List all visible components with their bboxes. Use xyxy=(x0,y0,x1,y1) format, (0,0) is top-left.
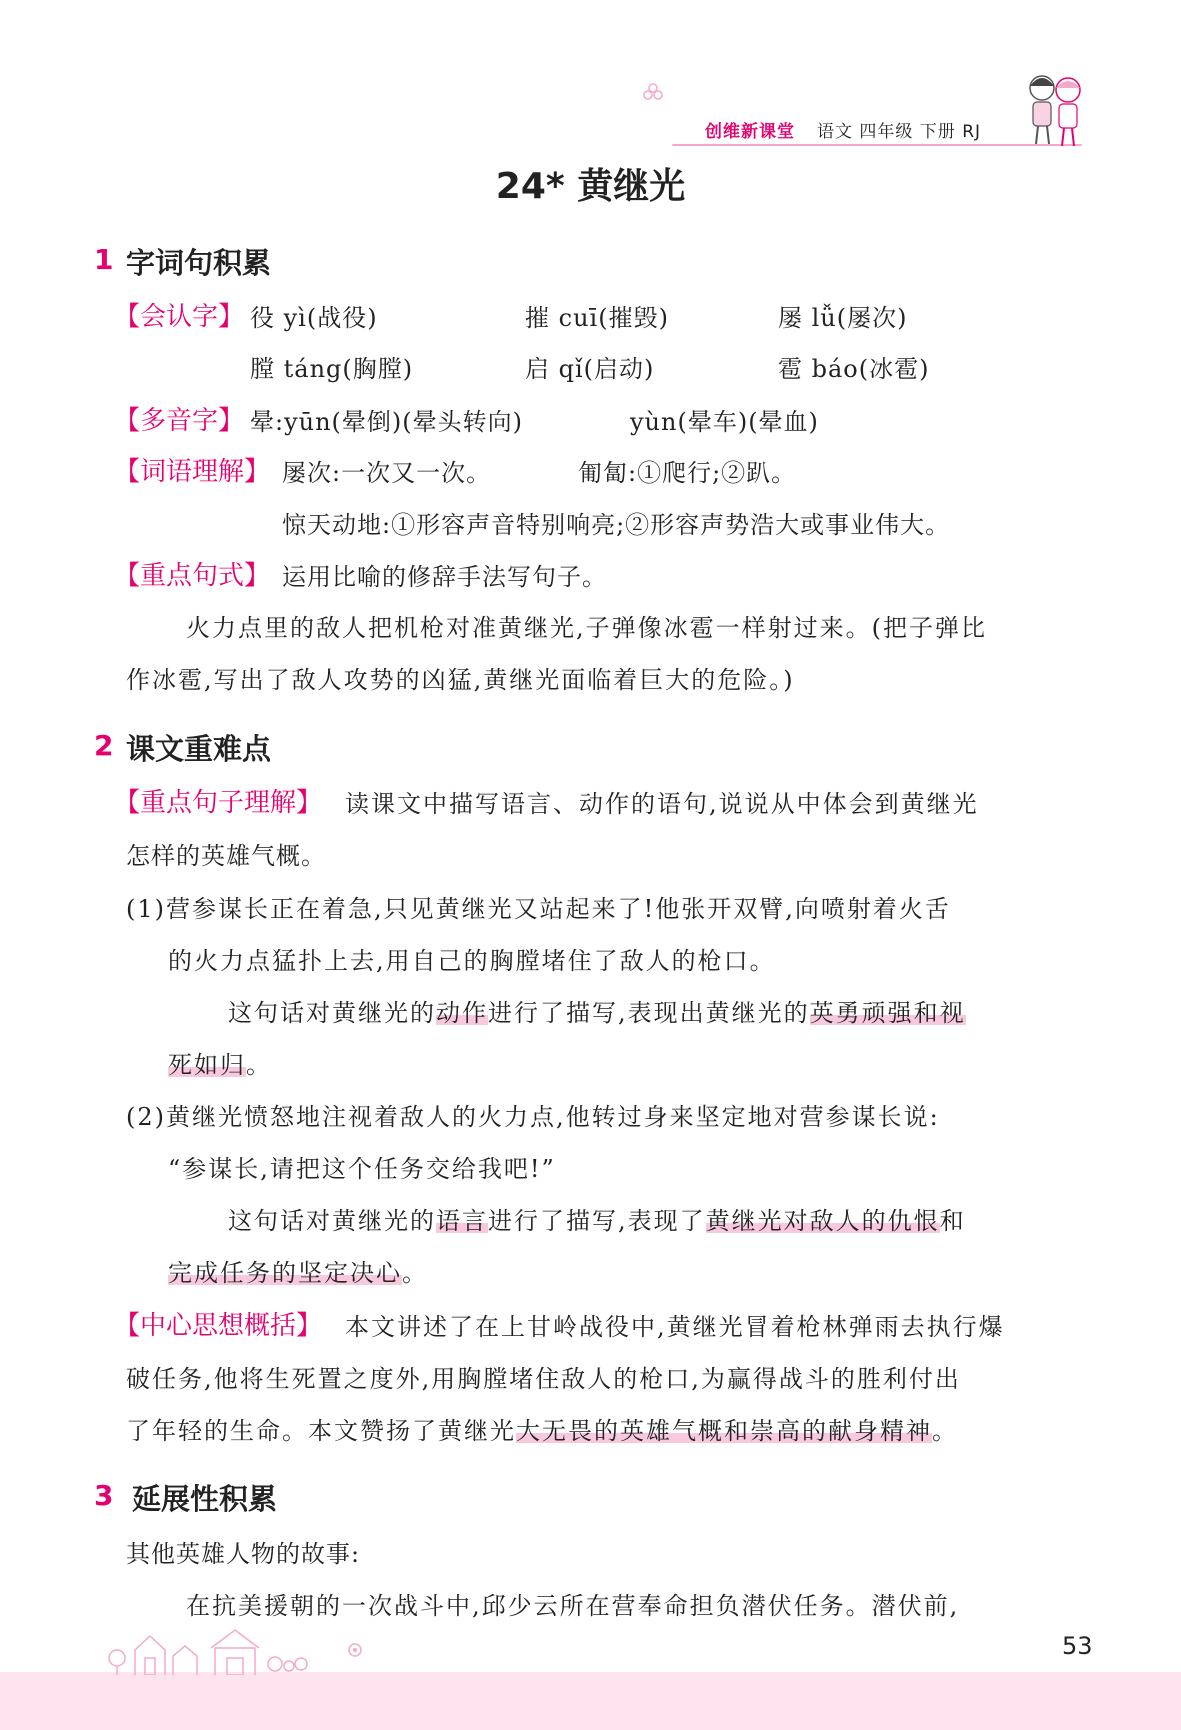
answer-text: 这句话对黄继光的动作进行了描写,表现出黄继光的英勇顽强和视 xyxy=(228,999,966,1027)
answer-highlight: 英勇顽强和视 xyxy=(809,999,966,1027)
flower-decoration-icon xyxy=(642,82,664,104)
answer-highlight: 语言 xyxy=(436,1207,488,1235)
lesson-title: 24* 黄继光 xyxy=(495,166,686,207)
theme-text: 破任务,他将生死置之度外,用胸膛堵住敌人的枪口,为赢得战斗的胜利付出 xyxy=(126,1365,961,1393)
theme-tag: 【中心思想概括】 xyxy=(114,1311,323,1341)
section-number: 2 xyxy=(94,729,114,762)
key-sentence-intro: 读课文中描写语言、动作的语句,说说从中体会到黄继光 xyxy=(345,790,979,818)
question-text: “参谋长,请把这个任务交给我吧!” xyxy=(168,1155,556,1183)
header-brand: 创维新课堂 xyxy=(705,122,795,142)
key-sentence-tag: 【重点句子理解】 xyxy=(114,788,323,818)
page-number: 53 xyxy=(1062,1632,1093,1660)
polyphone-text: 晕:yūn(晕倒)(晕头转向) xyxy=(250,408,524,436)
extension-intro: 其他英雄人物的故事: xyxy=(126,1540,361,1568)
recognize-item: 屡 lǚ(屡次) xyxy=(778,304,908,332)
answer-text: 死如归。 xyxy=(168,1051,272,1079)
answer-highlight: 完成任务的坚定决心 xyxy=(168,1259,402,1287)
sentence-example: 作冰雹,写出了敌人攻势的凶猛,黄继光面临着巨大的危险。) xyxy=(126,666,795,694)
theme-text: 了年轻的生命。本文赞扬了黄继光大无畏的英雄气概和崇高的献身精神。 xyxy=(126,1417,958,1445)
town-decoration-icon xyxy=(105,1620,365,1675)
recognize-item: 启 qǐ(启动) xyxy=(525,355,655,383)
section-title: 延展性积累 xyxy=(132,1482,278,1516)
answer-highlight: 死如归 xyxy=(168,1051,246,1079)
question-text: (1)营参谋长正在着急,只见黄继光又站起来了!他张开双臂,向喷射着火舌 xyxy=(126,895,951,923)
answer-text: 完成任务的坚定决心。 xyxy=(168,1259,428,1287)
sentence-intro: 运用比喻的修辞手法写句子。 xyxy=(282,563,607,591)
answer-highlight: 大无畏的英雄气概和崇高的献身精神 xyxy=(516,1417,932,1445)
sentence-tag: 【重点句式】 xyxy=(114,561,271,591)
answer-highlight: 动作 xyxy=(436,999,488,1027)
words-tag: 【词语理解】 xyxy=(114,457,271,487)
recognize-item: 雹 báo(冰雹) xyxy=(778,355,930,383)
word-definition: 匍匐:①爬行;②趴。 xyxy=(578,459,797,487)
theme-text: 本文讲述了在上甘岭战役中,黄继光冒着枪林弹雨去执行爆 xyxy=(345,1313,1005,1341)
recognize-item: 摧 cuī(摧毁) xyxy=(525,304,669,332)
recognize-item: 膛 táng(胸膛) xyxy=(250,355,414,383)
story-text: 在抗美援朝的一次战斗中,邱少云所在营奉命担负潜伏任务。潜伏前, xyxy=(186,1592,960,1620)
answer-highlight: 黄继光对敌人的仇恨 xyxy=(705,1207,940,1235)
word-definition: 惊天动地:①形容声音特别响亮;②形容声势浩大或事业伟大。 xyxy=(282,511,951,539)
sentence-example: 火力点里的敌人把机枪对准黄继光,子弹像冰雹一样射过来。(把子弹比 xyxy=(186,614,987,642)
header-book-info: 语文 四年级 下册 RJ xyxy=(817,122,982,142)
kids-mascot-icon xyxy=(1020,70,1090,150)
section-number: 3 xyxy=(94,1479,114,1512)
question-text: 的火力点猛扑上去,用自己的胸膛堵住了敌人的枪口。 xyxy=(168,947,776,975)
section-number: 1 xyxy=(94,243,114,276)
recognize-item: 役 yì(战役) xyxy=(250,304,378,332)
section-title: 字词句积累 xyxy=(126,246,272,280)
polyphone-tag: 【多音字】 xyxy=(114,406,245,436)
key-sentence-intro: 怎样的英雄气概。 xyxy=(126,842,326,870)
polyphone-text: yùn(晕车)(晕血) xyxy=(630,408,819,436)
word-definition: 屡次:一次又一次。 xyxy=(282,459,492,487)
answer-text: 这句话对黄继光的语言进行了描写,表现了黄继光对敌人的仇恨和 xyxy=(228,1207,966,1235)
flower-decoration-icon xyxy=(345,1640,365,1660)
footer-band xyxy=(0,1672,1181,1730)
recognize-tag: 【会认字】 xyxy=(114,302,245,332)
section-title: 课文重难点 xyxy=(126,732,272,766)
question-text: (2)黄继光愤怒地注视着敌人的火力点,他转过身来坚定地对营参谋长说: xyxy=(126,1103,940,1131)
